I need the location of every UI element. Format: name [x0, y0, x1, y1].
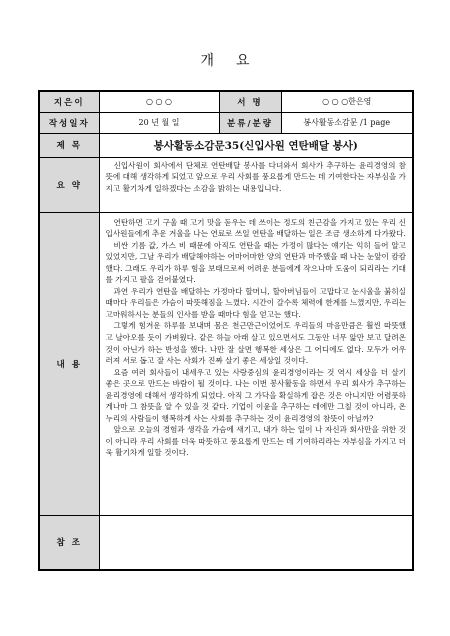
book-value: ○ ○ ○한은영 — [281, 91, 413, 112]
category-value: 봉사활동소감문 /1 page — [281, 112, 413, 133]
content-paragraph: 요즘 여러 회사들이 내세우고 있는 사랑중심의 윤리경영이라는 것 역시 세상을 더 살기 좋은 곳으로 만드는 바람이 될 것이다. 나는 이번 봉사활동을 하면서 우리 회사가 추구하는 윤리경영에 대해서 생각하게 되었다. 아직 그 가닥을 확실하게 잡은 것은 아니지만 어렴풋하게나마 그 참뜻을 알 수 있을 것 같다. 기업이 이윤을 추구하는 데에만 그칠 것이 아니라, 온 누리의 사람들이 행복하게 사는 사회를 추구하는 것이 윤리경영의 참뜻이 아닐까? — [105, 367, 406, 423]
content-paragraph: 앞으로 오늘의 경험과 생각을 가슴에 새기고, 내가 하는 일이 나 자신과 회사만을 위한 것이 아니라 우리 사회를 더욱 따뜻하고 풍요롭게 만드는 데 기여하리라는 자부심을 가지고 더욱 활기차게 일할 것이다. — [105, 425, 406, 458]
writer-row — [39, 91, 413, 112]
subject-value: 봉사활동소감문35(신입사원 연탄배달 봉사) — [99, 133, 413, 157]
date-label: 작성일자 — [39, 112, 99, 133]
subject-row — [39, 133, 413, 157]
summary-label: 요 약 — [39, 157, 99, 212]
content-text-cell — [99, 212, 413, 515]
content-paragraph: 연탄하면 고기 구울 때 고기 맛을 돋우는 데 쓰이는 정도의 친근감을 가지고 있는 우리 신입사원들에게 추운 겨울을 나는 연료로 쓰일 연탄을 배달하는 일은 조금 생소하게 다가왔다. — [105, 217, 406, 239]
reference-row — [39, 515, 413, 570]
date-row — [39, 112, 413, 133]
date-value: 20 년 월 일 — [99, 112, 219, 133]
subject-label: 제 목 — [39, 133, 99, 157]
document-title: 개요 — [200, 53, 272, 69]
writer-value: ○ ○ ○ — [99, 91, 219, 112]
content-row — [39, 212, 413, 515]
content-paragraph: 비싼 기름 값, 가스 비 때문에 아직도 연탄을 때는 가정이 많다는 얘기는 익히 들어 알고 있었지만, 그날 우리가 배달해야하는 어마어마한 양의 연탄과 마주했을 때 나는 눈앞이 캄캄했다. 그래도 우리가 하루 힘을 보태므로써 어려운 분들에게 작으나마 도움이 되리라는 기대를 가지고 팔을 걷어붙였다. — [105, 240, 406, 285]
writer-label: 지은이 — [39, 91, 99, 112]
reference-label: 참 조 — [39, 515, 99, 570]
reference-value — [99, 515, 413, 570]
summary-row — [39, 157, 413, 212]
summary-form-table — [38, 90, 414, 571]
content-label: 내 용 — [39, 212, 99, 515]
content-paragraph: 과연 우리가 연탄을 배달하는 가정마다 할머니, 할아버님들이 고맙다고 눈시울을 붉히실 때마다 우리들은 가슴이 따뜻해짐을 느꼈다. 시간이 갈수록 체력에 한계를 느꼈지만, 우리는 고마워하시는 분들의 인사를 받을 때마다 힘을 얻고는 했다. — [105, 286, 406, 319]
book-label: 서 명 — [219, 91, 281, 112]
summary-text: 신입사원이 회사에서 단체로 연탄배달 봉사를 다녀와서 회사가 추구하는 윤리경영의 참뜻에 대해 생각하게 되었고 앞으로 우리 사회를 풍요롭게 만드는 데 기여한다는 자부심을 가지고 활기차게 일하겠다는 소감을 밝히는 내용입니다. — [105, 160, 406, 193]
summary-text-cell — [99, 157, 413, 212]
content-paragraph: 그렇게 힘겨운 하루를 보내며 몸은 천근만근이었어도 우리들의 마음만큼은 훨씬 따뜻했고 날아오를 듯이 가벼웠다. 같은 하늘 아래 살고 있으면서도 그동안 너무 앎만 보고 달려온 것이 아닌가 하는 반성을 했다. 나만 잘 살면 행복한 세상은 그 어디에도 없다. 모두가 어우러져 서로 돕고 잘 사는 사회가 진짜 살기 좋은 세상일 것이다. — [105, 321, 406, 366]
category-label: 분류/분량 — [219, 112, 281, 133]
